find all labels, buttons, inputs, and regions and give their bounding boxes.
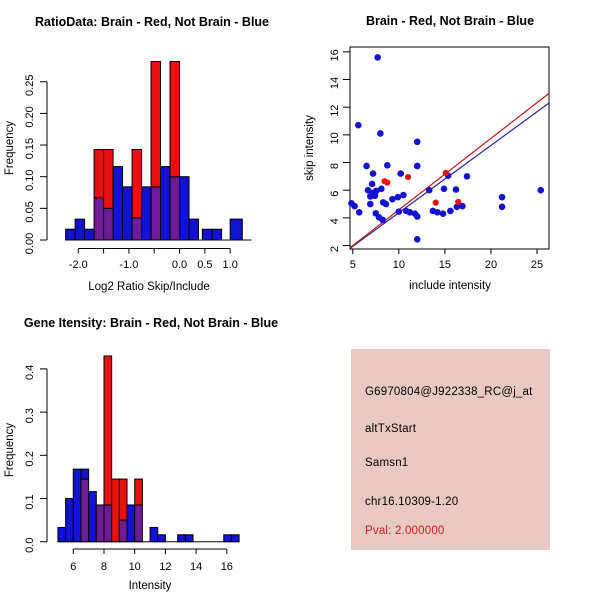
point-not-brain bbox=[379, 217, 386, 224]
y-tick-label: 0.25 bbox=[24, 74, 36, 96]
point-not-brain bbox=[447, 208, 454, 215]
point-brain bbox=[405, 174, 411, 180]
point-not-brain bbox=[453, 186, 460, 193]
bar-brain bbox=[132, 149, 141, 217]
bar-brain bbox=[94, 149, 103, 197]
event-type-text: altTxStart bbox=[365, 423, 417, 435]
bar-not-brain bbox=[123, 187, 132, 240]
point-not-brain bbox=[414, 138, 421, 145]
point-not-brain bbox=[383, 201, 390, 208]
annotation-panel bbox=[300, 300, 600, 600]
y-tick-label: 0.1 bbox=[24, 494, 36, 510]
bar-overlap bbox=[94, 198, 103, 240]
x-tick-label: 14 bbox=[189, 561, 203, 573]
point-not-brain bbox=[377, 130, 384, 137]
y-axis-label: Frequency bbox=[4, 120, 16, 176]
y-axis-label: skip intensity bbox=[304, 115, 316, 181]
y-tick-label: 4 bbox=[329, 218, 341, 225]
y-tick-label: 0.0 bbox=[24, 537, 36, 553]
point-not-brain bbox=[397, 170, 404, 177]
bar-brain bbox=[104, 356, 112, 505]
bar-not-brain bbox=[180, 177, 189, 240]
bar-not-brain bbox=[189, 219, 198, 240]
point-not-brain bbox=[355, 122, 362, 129]
x-tick-label: 12 bbox=[159, 561, 172, 573]
point-not-brain bbox=[537, 187, 544, 194]
x-tick-label: 10 bbox=[128, 561, 141, 573]
y-tick-label: 0.4 bbox=[24, 364, 36, 381]
bar-not-brain bbox=[73, 469, 81, 542]
genomic-location-text: chr16.10309-1.20 bbox=[365, 496, 459, 508]
point-not-brain bbox=[440, 210, 447, 217]
bar-not-brain bbox=[224, 535, 232, 542]
point-not-brain bbox=[400, 192, 407, 199]
point-not-brain bbox=[396, 208, 403, 215]
point-not-brain bbox=[367, 193, 374, 200]
gene-info-box bbox=[351, 349, 550, 550]
bar-overlap bbox=[132, 218, 141, 240]
point-not-brain bbox=[464, 173, 471, 180]
bar-overlap bbox=[104, 208, 113, 240]
chart-title: Gene Itensity: Brain - Red, Not Brain - Blue bbox=[23, 316, 279, 330]
y-tick-label: 14 bbox=[329, 76, 341, 90]
y-tick-label: 0.15 bbox=[24, 137, 36, 160]
y-tick-label: 6 bbox=[329, 190, 341, 197]
point-not-brain bbox=[414, 236, 421, 243]
bar-not-brain bbox=[150, 527, 158, 541]
x-axis-label: include intensity bbox=[409, 280, 491, 292]
x-tick-label: 15 bbox=[438, 259, 452, 271]
bar-not-brain bbox=[161, 167, 170, 240]
point-not-brain bbox=[414, 163, 421, 170]
bar-brain bbox=[119, 479, 127, 520]
bar-brain bbox=[151, 61, 160, 186]
bar-not-brain bbox=[66, 229, 75, 240]
fit-line-brain bbox=[350, 93, 549, 247]
bar-not-brain bbox=[75, 219, 84, 240]
y-tick-label: 0.2 bbox=[24, 451, 36, 467]
bar-overlap bbox=[151, 187, 160, 240]
bar-not-brain bbox=[85, 229, 94, 240]
x-tick-label: 16 bbox=[220, 561, 233, 573]
y-tick-label: 2 bbox=[329, 245, 341, 253]
bar-not-brain bbox=[231, 535, 239, 542]
gene-name-text: Samsn1 bbox=[365, 457, 409, 469]
point-not-brain bbox=[499, 194, 506, 201]
y-tick-label: 0.10 bbox=[24, 169, 36, 191]
point-not-brain bbox=[369, 181, 376, 188]
bar-not-brain bbox=[185, 535, 193, 542]
bar-overlap bbox=[104, 505, 112, 542]
probe-id-text: G6970804@J922338_RC@j_at bbox=[365, 386, 533, 398]
chart-title: RatioData: Brain - Red, Not Brain - Blue bbox=[34, 15, 270, 29]
bar-overlap bbox=[135, 505, 143, 542]
x-tick-label: 8 bbox=[100, 561, 108, 573]
x-axis-label: Log2 Ratio Skip/Include bbox=[88, 281, 210, 293]
bar-brain bbox=[104, 149, 113, 208]
gene_hist-group bbox=[4, 316, 278, 592]
bar-overlap bbox=[170, 177, 179, 240]
point-not-brain bbox=[351, 203, 358, 210]
bar-not-brain bbox=[89, 492, 97, 542]
bar-not-brain bbox=[66, 499, 74, 542]
point-not-brain bbox=[414, 213, 421, 220]
bar-brain bbox=[170, 61, 179, 176]
bar-not-brain bbox=[142, 187, 151, 240]
x-tick-label: 1.0 bbox=[222, 259, 238, 271]
y-tick-label: 0.00 bbox=[24, 232, 36, 255]
point-brain bbox=[433, 200, 439, 206]
point-not-brain bbox=[370, 170, 377, 177]
bar-not-brain bbox=[81, 469, 89, 479]
y-tick-label: 8 bbox=[329, 162, 341, 170]
x-axis-label: Intensity bbox=[128, 580, 172, 592]
bar-not-brain bbox=[212, 229, 222, 240]
y-tick-label: 12 bbox=[329, 104, 341, 117]
bars-group bbox=[58, 356, 239, 542]
bar-not-brain bbox=[178, 535, 186, 542]
gene-intensity-histogram-chart bbox=[0, 300, 300, 600]
x-tick-label: 5 bbox=[349, 259, 356, 271]
x-tick-label: 25 bbox=[530, 259, 544, 271]
intensity-scatter-chart bbox=[300, 0, 600, 300]
point-not-brain bbox=[441, 186, 448, 193]
y-tick-label: 16 bbox=[329, 49, 341, 62]
x-tick-label: 0.5 bbox=[197, 259, 213, 271]
bar-not-brain bbox=[202, 229, 212, 240]
x-tick-label: 0.0 bbox=[171, 259, 188, 271]
x-tick-label: -2.0 bbox=[68, 259, 88, 271]
bar-overlap bbox=[96, 505, 104, 542]
x-tick-label: 20 bbox=[484, 259, 498, 271]
bar-not-brain bbox=[158, 535, 166, 542]
point-not-brain bbox=[374, 54, 381, 61]
point-brain bbox=[443, 170, 449, 176]
point-not-brain bbox=[363, 163, 370, 170]
bar-not-brain bbox=[113, 167, 122, 240]
point-brain bbox=[455, 199, 461, 205]
point-not-brain bbox=[356, 209, 363, 216]
ratio_hist-group bbox=[4, 15, 269, 293]
bar-not-brain bbox=[230, 219, 242, 240]
chart-title: Brain - Red, Not Brain - Blue bbox=[365, 14, 535, 28]
bar-overlap bbox=[119, 520, 127, 542]
point-brain bbox=[384, 179, 390, 185]
point-not-brain bbox=[373, 188, 380, 195]
bars-group bbox=[66, 61, 243, 240]
x-tick-label: -1.0 bbox=[119, 259, 139, 271]
ratio-histogram-chart bbox=[0, 0, 300, 300]
y-tick-label: 0.05 bbox=[24, 201, 36, 223]
bar-not-brain bbox=[58, 527, 66, 541]
x-tick-label: 6 bbox=[70, 561, 77, 573]
bar-brain bbox=[135, 479, 143, 505]
y-tick-label: 0.3 bbox=[24, 407, 36, 424]
x-tick-label: 10 bbox=[392, 259, 405, 271]
bar-not-brain bbox=[127, 505, 135, 542]
y-tick-label: 10 bbox=[329, 132, 341, 145]
point-not-brain bbox=[367, 201, 374, 208]
point-not-brain bbox=[434, 209, 441, 216]
pval-text: Pval: 2.000000 bbox=[365, 525, 445, 537]
point-not-brain bbox=[384, 162, 391, 169]
points-group bbox=[348, 54, 544, 243]
bar-overlap bbox=[81, 479, 89, 542]
y-tick-label: 0.20 bbox=[24, 106, 36, 128]
y-axis-label: Frequency bbox=[4, 422, 16, 478]
point-not-brain bbox=[499, 204, 506, 211]
point-not-brain bbox=[426, 187, 433, 194]
scatter-group bbox=[304, 14, 549, 292]
bar-brain bbox=[112, 479, 120, 542]
